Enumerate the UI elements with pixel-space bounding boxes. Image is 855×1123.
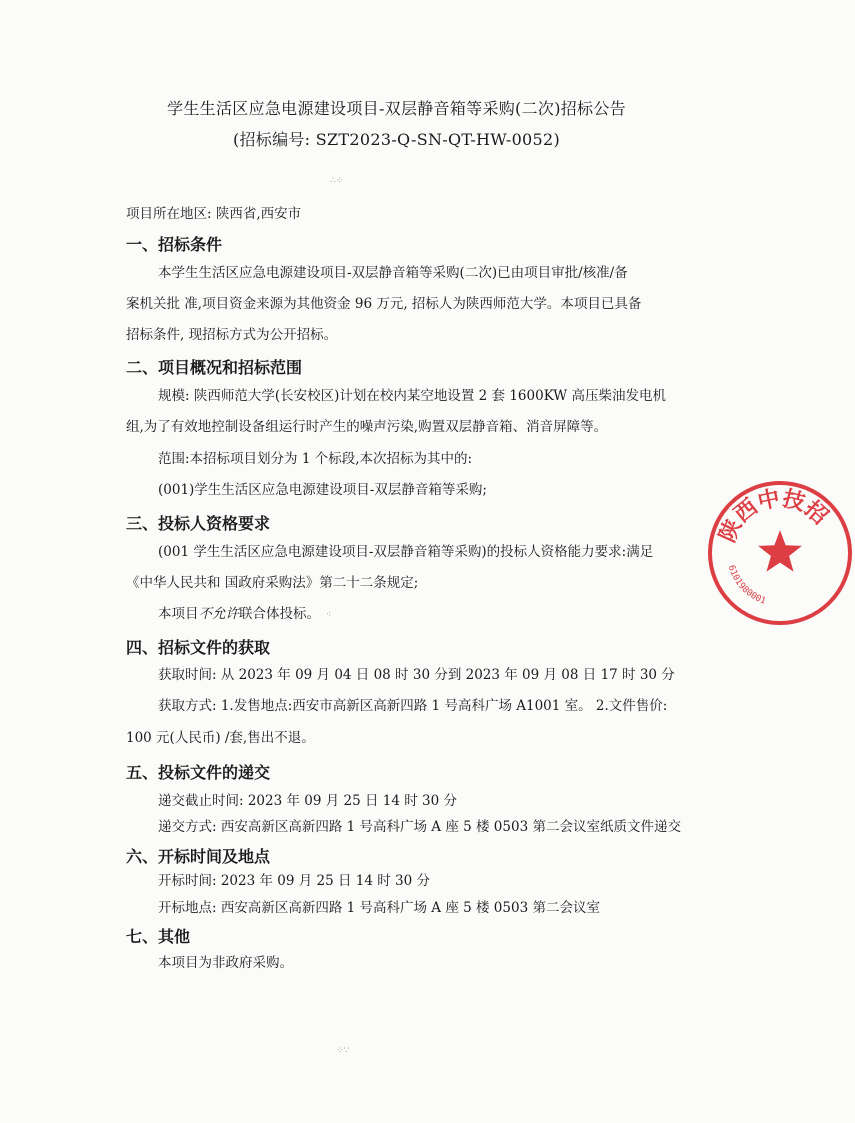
section-1-line: 招标条件, 现招标方式为公开招标。 <box>126 327 338 343</box>
section-1-line: 本学生生活区应急电源建设项目-双层静音箱等采购(二次)已由项目审批/核准/备 <box>158 265 628 281</box>
project-region: 项目所在地区: 陕西省,西安市 <box>126 206 302 222</box>
scan-speck: ∴⁘ <box>330 176 344 186</box>
section-5-line: 递交方式: 西安高新区高新四路 1 号高科广场 A 座 5 楼 0503 第二会议室纸质文件递交 <box>158 819 681 835</box>
section-6-line: 开标时间: 2023 年 09 月 25 日 14 时 30 分 <box>158 873 431 889</box>
seal-number-arc <box>726 564 767 607</box>
section-1-line: 案机关批 准,项目资金来源为其他资金 96 万元, 招标人为陕西师范大学。本项目已具备 <box>126 296 642 312</box>
section-2-line: 组,为了有效地控制设备组运行时产生的噪声污染,购置双层静音箱、消音屏障等。 <box>126 419 608 435</box>
section-heading-7: 七、其他 <box>126 927 191 946</box>
section-2-line: (001)学生生活区应急电源建设项目-双层静音箱等采购; <box>158 482 487 498</box>
official-seal <box>705 478 855 628</box>
section-heading-4: 四、招标文件的获取 <box>126 638 271 657</box>
section-6-line: 开标地点: 西安高新区高新四路 1 号高科广场 A 座 5 楼 0503 第二会议室 <box>158 900 600 916</box>
section-heading-2: 二、项目概况和招标范围 <box>126 358 303 377</box>
seal-star-icon <box>758 530 802 572</box>
section-4-line: 100 元(人民币) /套,售出不退。 <box>126 730 315 746</box>
section-7-line: 本项目为非政府采购。 <box>158 955 293 971</box>
section-4-line: 获取方式: 1.发售地点:西安市高新区高新四路 1 号高科广场 A1001 室。 2.文件售价: <box>158 698 668 714</box>
joint-bid-suffix: 联合体投标。 <box>239 606 320 622</box>
document-title: 学生生活区应急电源建设项目-双层静音箱等采购(二次)招标公告 <box>167 99 626 118</box>
seal-number: 6101980001 <box>725 564 767 607</box>
section-heading-3: 三、投标人资格要求 <box>126 514 271 533</box>
tender-number: (招标编号: SZT2023-Q-SN-QT-HW-0052) <box>232 130 561 149</box>
section-2-line: 范围:本招标项目划分为 1 个标段,本次招标为其中的: <box>158 451 473 467</box>
section-3-line: 《中华人民共和 国政府采购法》第二十二条规定; <box>126 575 419 591</box>
section-5-line: 递交截止时间: 2023 年 09 月 25 日 14 时 30 分 <box>158 793 458 809</box>
section-heading-1: 一、招标条件 <box>126 235 223 254</box>
scan-speck: ⁘∵ <box>336 1046 350 1056</box>
joint-bid-emphasis: 不允许 <box>198 606 239 622</box>
section-heading-5: 五、投标文件的递交 <box>126 763 271 782</box>
scan-speck: ⁖ <box>326 610 332 620</box>
section-heading-6: 六、开标时间及地点 <box>126 847 271 866</box>
joint-bid-line <box>158 605 320 623</box>
section-4-line: 获取时间: 从 2023 年 09 月 04 日 08 时 30 分到 2023 年 09 月 08 日 17 时 30 分 <box>158 667 675 683</box>
joint-bid-prefix: 本项目 <box>158 606 199 622</box>
section-2-line: 规模: 陕西师范大学(长安校区)计划在校内某空地设置 2 套 1600KW 高压柴油发电机 <box>158 388 666 404</box>
seal-text: 陕西中技招 <box>714 485 833 547</box>
section-3-line: (001 学生生活区应急电源建设项目-双层静音箱等采购)的投标人资格能力要求:满足 <box>158 544 654 560</box>
